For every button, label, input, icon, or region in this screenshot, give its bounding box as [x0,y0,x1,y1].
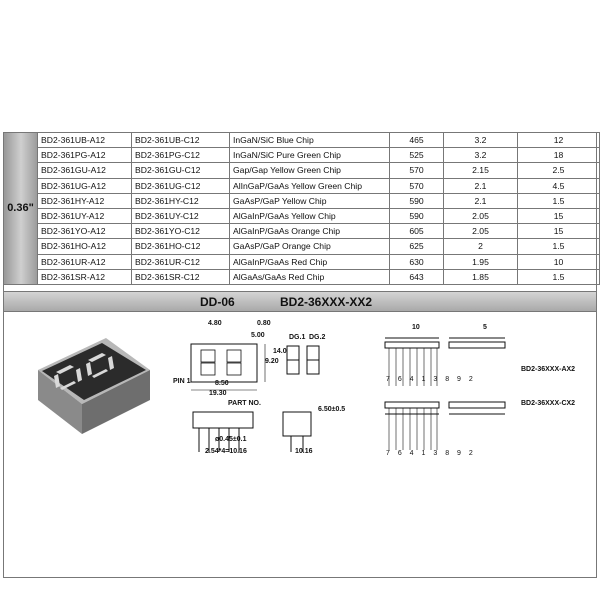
table-cell: BD2-361UR-C12 [132,254,230,269]
dim-480: 4.80 [208,320,222,327]
table-cell: Gap/Gap Yellow Green Chip [230,163,390,178]
table-cell: 525 [390,148,444,163]
table-cell: BD2-361YO-A12 [38,224,132,239]
dim-254: 2.54*4=10.16 [205,448,247,455]
model-name: DD-06 [200,295,235,309]
table-cell: 570 [390,178,444,193]
table-cell: BD2-361UG-A12 [38,178,132,193]
table-cell: 570 [390,163,444,178]
circuit-ax-diagram [379,328,519,398]
table-row [4,269,600,284]
table-row [4,254,600,269]
model-bar [3,291,597,312]
table-cell: BD2-361UY-C12 [132,208,230,223]
table-cell: 1.85 [444,269,518,284]
table-cell: 3.2 [444,148,518,163]
table-cell: 605 [390,224,444,239]
table-cell: 15 [518,224,600,239]
table-cell: BD2-361UY-A12 [38,208,132,223]
table-cell: 12 [518,133,600,148]
table-row [4,148,600,163]
table-cell: 10 [518,254,600,269]
table-cell: BD2-361HO-A12 [38,239,132,254]
dim-045: ø0.45±0.1 [215,436,247,443]
table-cell: 15 [518,208,600,223]
table-cell: 590 [390,208,444,223]
dim-1930: 19.30 [209,390,227,397]
com10-ax: 10 [412,324,420,331]
table-cell: GaAsP/GaP Orange Chip [230,239,390,254]
table-cell: 3.2 [444,133,518,148]
table-cell: BD2-361YO-C12 [132,224,230,239]
table-cell: 1.5 [518,193,600,208]
table-cell: 2.15 [444,163,518,178]
pins-ax: 7 6 4 1 3 8 9 2 [386,376,476,383]
table-cell: InGaN/SiC Pure Green Chip [230,148,390,163]
circuit-ax-label: BD2-36XXX-AX2 [521,366,576,373]
display-photo [28,330,153,440]
size-cell: 0.36" [4,133,38,285]
table-cell: 630 [390,254,444,269]
table-row [4,178,600,193]
dim-500: 5.00 [251,332,265,339]
dim-850: 8.50 [215,380,229,387]
table-cell: 590 [390,193,444,208]
table-row [4,239,600,254]
dim-920: 9.20 [265,358,279,365]
table-cell: AlGaAs/GaAs Red Chip [230,269,390,284]
table-row [4,133,600,148]
table-cell: 1.5 [518,269,600,284]
table-cell: AlGaInP/GaAs Yellow Chip [230,208,390,223]
table-cell: 2.05 [444,208,518,223]
table-cell: BD2-361HO-C12 [132,239,230,254]
table-cell: GaAsP/GaP Yellow Chip [230,193,390,208]
table-cell: 2.1 [444,193,518,208]
circuit-cx-diagram [379,398,519,458]
pin1-label: PIN 1 [173,378,191,385]
com5-ax: 5 [483,324,487,331]
table-cell: BD2-361SR-A12 [38,269,132,284]
table-row [4,163,600,178]
table-cell: BD2-361UB-A12 [38,133,132,148]
table-cell: 2.5 [518,163,600,178]
table-row [4,224,600,239]
table-cell: BD2-361PG-C12 [132,148,230,163]
segment-diagram [283,342,333,382]
table-cell: BD2-361HY-A12 [38,193,132,208]
dg1-label: DG.1 [289,334,306,341]
circuit-cx-label: BD2-36XXX-CX2 [521,400,576,407]
table-cell: AlInGaP/GaAs Yellow Green Chip [230,178,390,193]
table-cell: 465 [390,133,444,148]
part-no-label: PART NO. [228,400,261,407]
table-cell: InGaN/SiC Blue Chip [230,133,390,148]
table-cell: 1.5 [518,239,600,254]
spec-table [3,132,600,285]
table-cell: BD2-361UB-C12 [132,133,230,148]
table-cell: AlGaInP/GaAs Orange Chip [230,224,390,239]
table-cell: BD2-361HY-C12 [132,193,230,208]
table-cell: 1.95 [444,254,518,269]
table-cell: BD2-361UR-A12 [38,254,132,269]
dim-650: 6.50±0.5 [318,406,346,413]
side-view-drawing [183,406,346,468]
table-cell: 2.1 [444,178,518,193]
table-cell: 643 [390,269,444,284]
table-cell: 2 [444,239,518,254]
table-cell: BD2-361UG-C12 [132,178,230,193]
series-name: BD2-36XXX-XX2 [280,295,373,309]
dg2-label: DG.2 [309,334,326,341]
dim-080: 0.80 [257,320,271,327]
table-cell: BD2-361SR-C12 [132,269,230,284]
table-cell: 4.5 [518,178,600,193]
table-cell: BD2-361GU-C12 [132,163,230,178]
table-cell: 2.05 [444,224,518,239]
pins-cx: 7 6 4 1 3 8 9 2 [386,450,476,457]
table-cell: 625 [390,239,444,254]
drawings [3,312,597,578]
table-cell: BD2-361PG-A12 [38,148,132,163]
table-cell: BD2-361GU-A12 [38,163,132,178]
table-cell: 18 [518,148,600,163]
dim-1400: 14.0 [273,348,287,355]
table-cell: AlGaInP/GaAs Red Chip [230,254,390,269]
table-row [4,208,600,223]
dim-1016: 10.16 [295,448,313,455]
table-row [4,193,600,208]
